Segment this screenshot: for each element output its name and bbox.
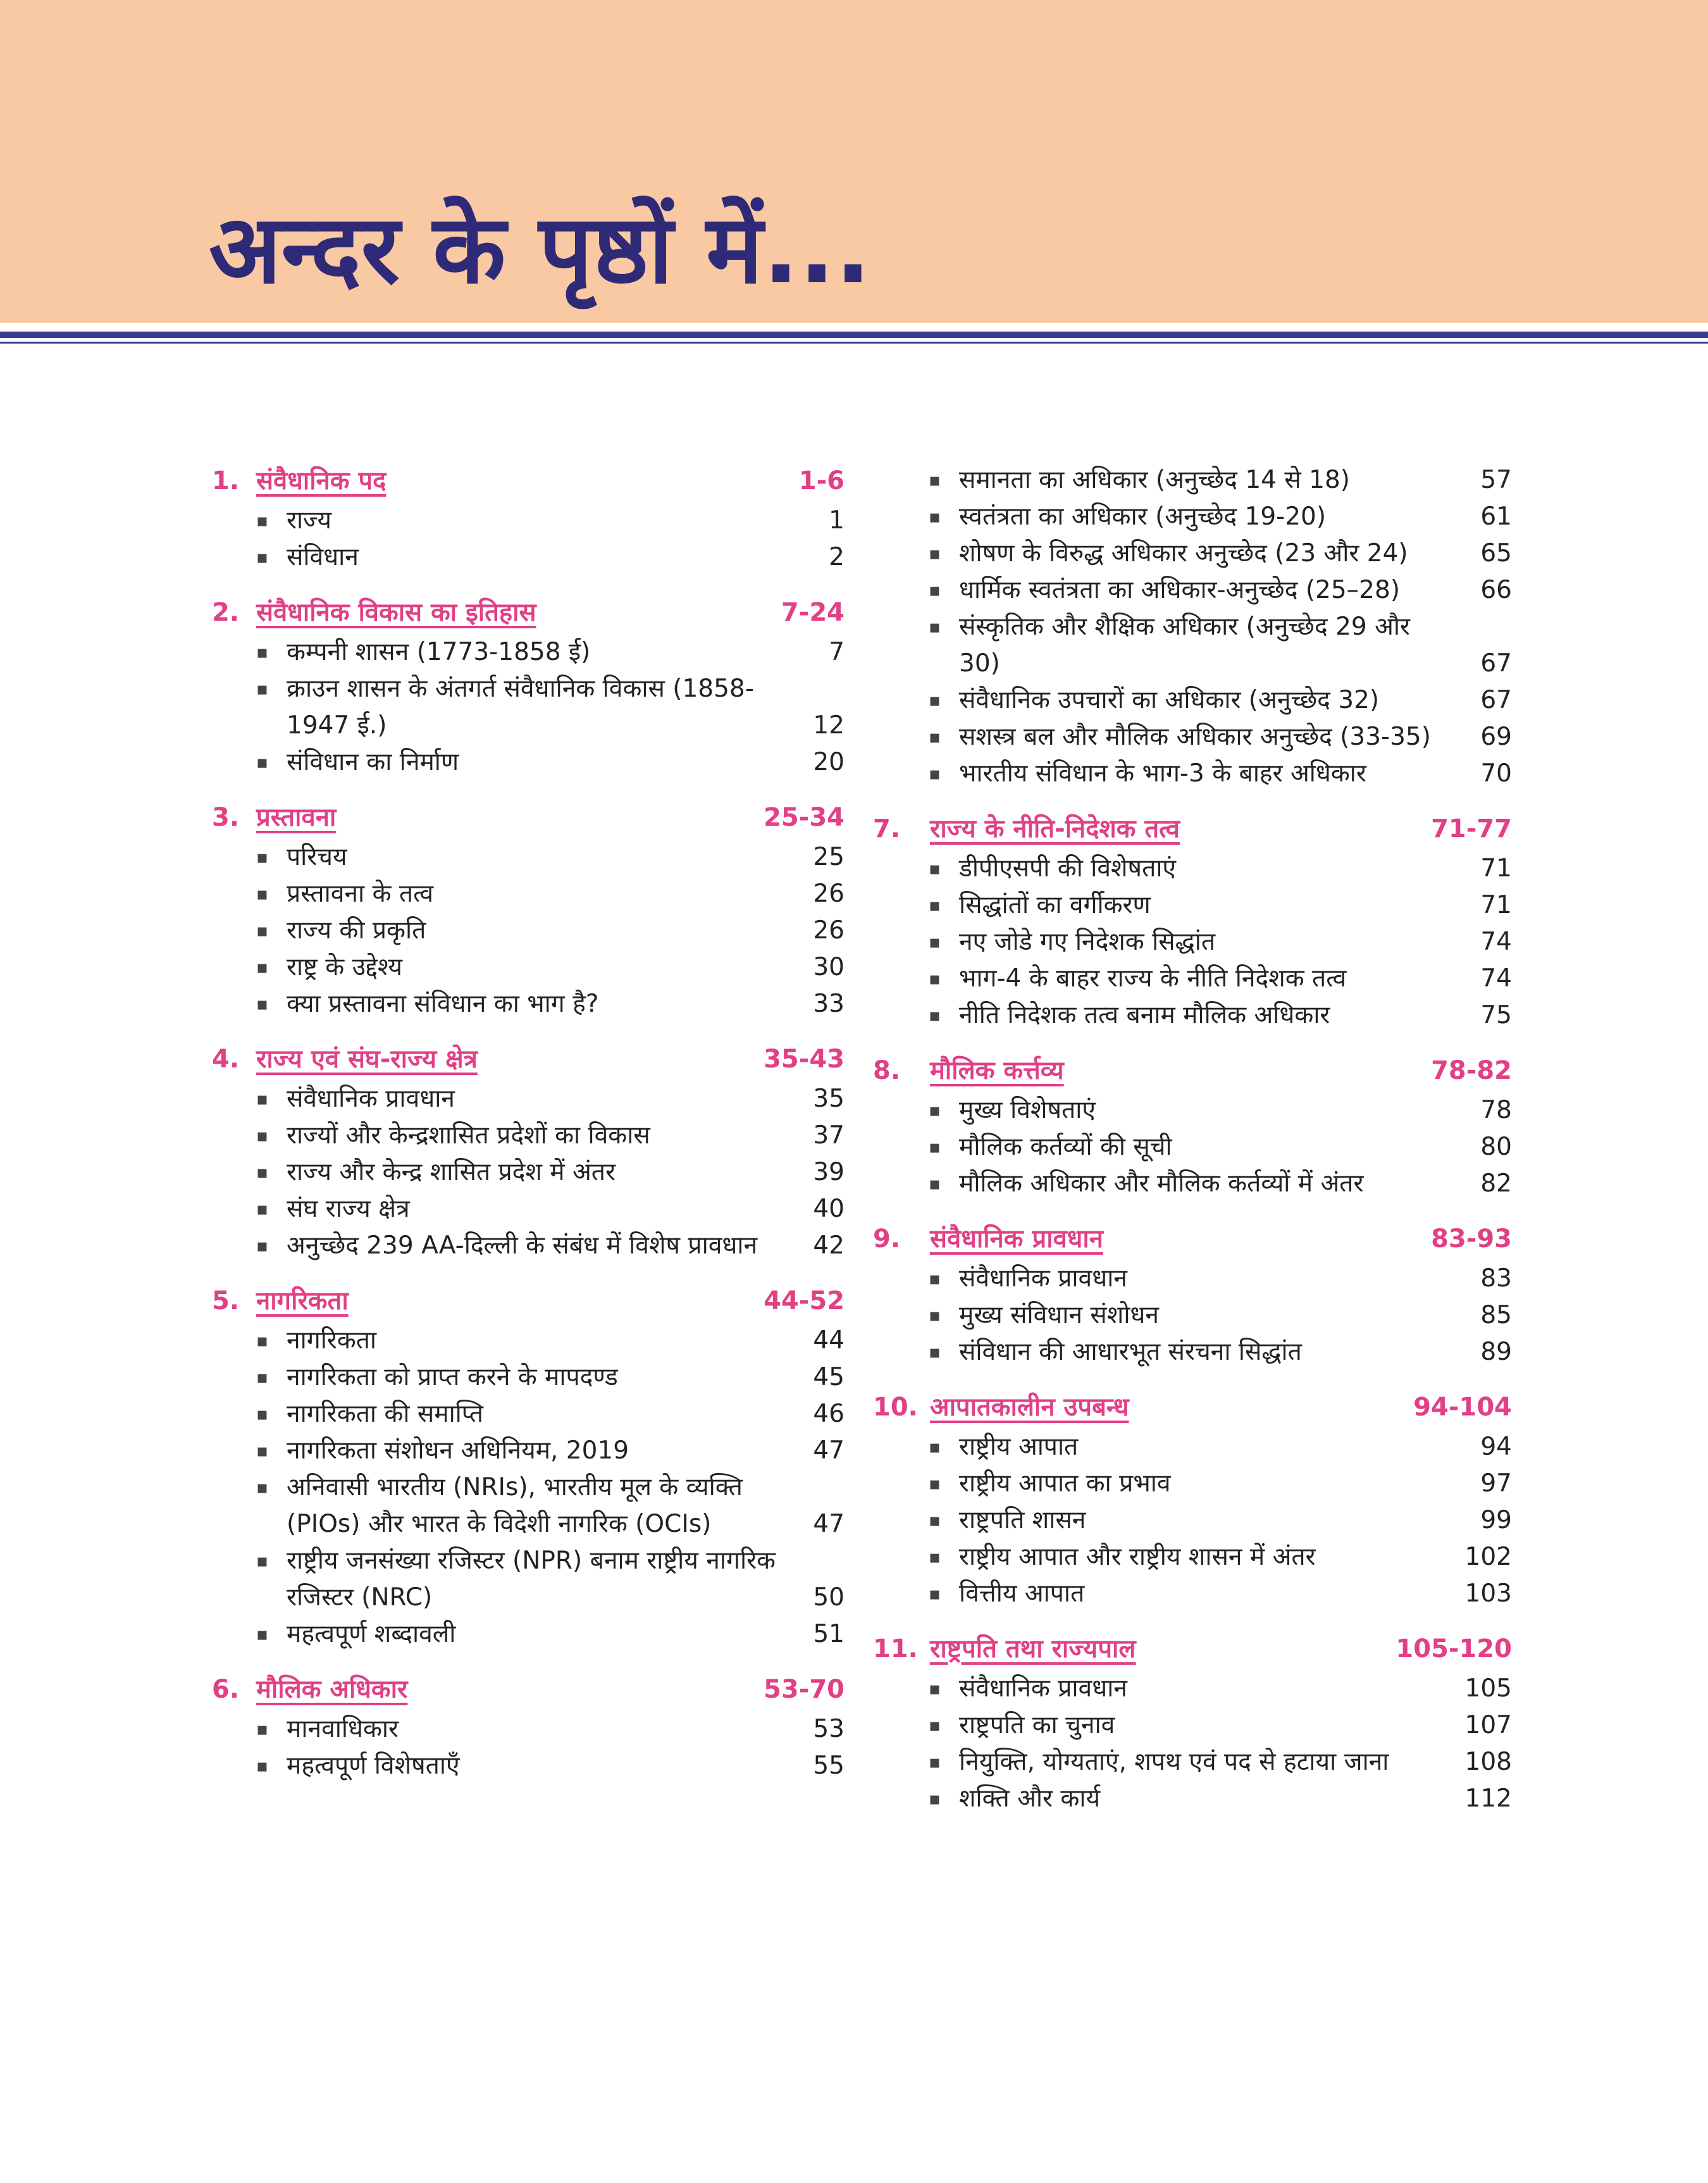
toc-chapter bbox=[873, 1630, 1512, 1817]
toc-topic[interactable] bbox=[212, 1154, 845, 1191]
chapter-heading[interactable] bbox=[873, 1220, 1512, 1260]
chapter-heading[interactable] bbox=[212, 1282, 845, 1322]
topic-page-number: 65 bbox=[1480, 539, 1512, 568]
topic-title: नए जोडे गए निदेशक सिद्धांत bbox=[959, 928, 1216, 956]
topic-title: नागरिकता की समाप्ति bbox=[287, 1400, 484, 1428]
chapter-number: 9. bbox=[873, 1224, 901, 1253]
chapter-page-range: 1-6 bbox=[798, 466, 845, 495]
toc-topic[interactable] bbox=[873, 1576, 1512, 1612]
bullet-icon: ▪ bbox=[256, 1235, 268, 1256]
topic-page-number: 7 bbox=[829, 638, 845, 666]
bullet-icon: ▪ bbox=[929, 1788, 941, 1809]
topic-title: अनुच्छेद 239 AA-दिल्ली के संबंध में विशेष प्रावधान bbox=[287, 1231, 758, 1260]
toc-topic[interactable] bbox=[873, 1465, 1512, 1502]
topic-title: संस्कृतिक और शैक्षिक अधिकार (अनुच्छेद 29 और 30) bbox=[959, 613, 1410, 678]
topic-page-number: 57 bbox=[1480, 466, 1512, 494]
topic-page-number: 50 bbox=[813, 1583, 845, 1612]
topic-title: राष्ट्रीय आपात bbox=[959, 1433, 1079, 1461]
topic-title: क्या प्रस्तावना संविधान का भाग है? bbox=[287, 990, 599, 1018]
topic-page-number: 85 bbox=[1480, 1301, 1512, 1329]
toc-topic[interactable] bbox=[873, 719, 1512, 756]
topic-page-number: 108 bbox=[1464, 1748, 1512, 1776]
topic-page-number: 67 bbox=[1480, 686, 1512, 714]
topic-title: महत्वपूर्ण विशेषताएँ bbox=[287, 1751, 460, 1780]
chapter-number: 5. bbox=[212, 1286, 240, 1315]
topic-page-number: 47 bbox=[813, 1510, 845, 1538]
bullet-icon: ▪ bbox=[929, 470, 941, 490]
chapter-title: प्रस्तावना bbox=[256, 803, 337, 832]
topic-title: राज्य की प्रकृति bbox=[287, 916, 426, 945]
topic-title: संविधान का निर्माण bbox=[287, 748, 459, 776]
bullet-icon: ▪ bbox=[929, 1473, 941, 1494]
topic-title: संवैधानिक प्रावधान bbox=[959, 1674, 1127, 1703]
topic-title: मौलिक अधिकार और मौलिक कर्तव्यों में अंतर bbox=[959, 1169, 1364, 1198]
page-title: अन्दर के पृष्ठों में... bbox=[209, 195, 871, 305]
toc-topic[interactable] bbox=[873, 1260, 1512, 1297]
toc-topic[interactable] bbox=[212, 986, 845, 1023]
topic-title: नागरिकता bbox=[287, 1326, 377, 1355]
topic-page-number: 42 bbox=[813, 1231, 845, 1260]
bullet-icon: ▪ bbox=[929, 543, 941, 564]
topic-title: मानवाधिकार bbox=[287, 1715, 399, 1743]
topic-title: राष्ट्रीय आपात और राष्ट्रीय शासन में अंतर bbox=[959, 1543, 1316, 1571]
topic-title: स्वतंत्रता का अधिकार (अनुच्छेद 19-20) bbox=[959, 502, 1327, 531]
topic-title: संवैधानिक प्रावधान bbox=[959, 1264, 1127, 1293]
toc-topic[interactable] bbox=[873, 572, 1512, 609]
topic-page-number: 89 bbox=[1480, 1338, 1512, 1366]
topic-title: भारतीय संविधान के भाग-3 के बाहर अधिकार bbox=[959, 759, 1366, 788]
topic-title: संविधान की आधारभूत संरचना सिद्धांत bbox=[959, 1338, 1302, 1366]
toc-topic[interactable] bbox=[212, 1191, 845, 1228]
topic-page-number: 67 bbox=[1480, 649, 1512, 678]
toc-topic[interactable] bbox=[212, 671, 845, 744]
bullet-icon: ▪ bbox=[929, 1715, 941, 1736]
topic-page-number: 37 bbox=[813, 1121, 845, 1150]
chapter-page-range: 105-120 bbox=[1395, 1634, 1512, 1664]
bullet-icon: ▪ bbox=[929, 1751, 941, 1772]
bullet-icon: ▪ bbox=[929, 858, 941, 879]
topic-title: नागरिकता को प्राप्त करने के मापदण्ड bbox=[287, 1363, 618, 1391]
bullet-icon: ▪ bbox=[256, 957, 268, 978]
bullet-icon: ▪ bbox=[929, 1305, 941, 1326]
chapter-number: 6. bbox=[212, 1675, 240, 1704]
chapter-number: 4. bbox=[212, 1045, 240, 1074]
topic-title: वित्तीय आपात bbox=[959, 1579, 1085, 1608]
toc-topic[interactable] bbox=[873, 1334, 1512, 1371]
topic-page-number: 102 bbox=[1464, 1543, 1512, 1571]
topic-page-number: 1 bbox=[829, 506, 845, 535]
bullet-icon: ▪ bbox=[929, 1436, 941, 1457]
topic-title: परिचय bbox=[287, 843, 347, 871]
bullet-icon: ▪ bbox=[929, 1136, 941, 1157]
header-divider bbox=[0, 332, 1708, 338]
bullet-icon: ▪ bbox=[256, 1719, 268, 1739]
bullet-icon: ▪ bbox=[929, 895, 941, 916]
chapter-title: संवैधानिक विकास का इतिहास bbox=[256, 598, 536, 627]
topic-page-number: 61 bbox=[1480, 502, 1512, 531]
toc-topic[interactable] bbox=[212, 1433, 845, 1469]
topic-page-number: 97 bbox=[1480, 1469, 1512, 1498]
topic-page-number: 71 bbox=[1480, 891, 1512, 919]
chapter-heading[interactable] bbox=[212, 462, 845, 502]
topic-page-number: 105 bbox=[1464, 1674, 1512, 1703]
topic-title: संवैधानिक उपचारों का अधिकार (अनुच्छेद 32) bbox=[959, 686, 1380, 714]
topic-title: राष्ट्रपति शासन bbox=[959, 1506, 1086, 1534]
chapter-title: आपातकालीन उपबन्ध bbox=[930, 1393, 1129, 1422]
bullet-icon: ▪ bbox=[256, 1162, 268, 1183]
bullet-icon: ▪ bbox=[929, 763, 941, 784]
topic-title: संवैधानिक प्रावधान bbox=[287, 1085, 455, 1113]
toc-topic[interactable] bbox=[212, 1616, 845, 1653]
chapter-title: राज्य के नीति-निदेशक तत्व bbox=[930, 814, 1180, 843]
topic-page-number: 26 bbox=[813, 916, 845, 945]
header-divider-thin bbox=[0, 342, 1708, 344]
toc-topic[interactable] bbox=[873, 462, 1512, 499]
toc-topic[interactable] bbox=[212, 502, 845, 539]
topic-title: भाग-4 के बाहर राज्य के नीति निदेशक तत्व bbox=[959, 964, 1347, 993]
topic-title: राष्ट्रीय आपात का प्रभाव bbox=[959, 1469, 1171, 1498]
topic-title: मुख्य विशेषताएं bbox=[959, 1096, 1096, 1124]
topic-page-number: 20 bbox=[813, 748, 845, 776]
toc-topic[interactable] bbox=[873, 887, 1512, 924]
topic-page-number: 55 bbox=[813, 1751, 845, 1780]
toc-chapter bbox=[212, 799, 845, 1023]
topic-page-number: 12 bbox=[813, 711, 845, 740]
topic-page-number: 107 bbox=[1464, 1711, 1512, 1739]
toc-topic[interactable] bbox=[873, 1502, 1512, 1539]
bullet-icon: ▪ bbox=[256, 1477, 268, 1498]
toc-topic[interactable] bbox=[212, 1228, 845, 1264]
toc-chapter-6-continued bbox=[873, 462, 1512, 792]
topic-title: राष्ट्रीय जनसंख्या रजिस्टर (NPR) बनाम राष्ट्रीय नागरिक रजिस्टर (NRC) bbox=[287, 1546, 776, 1612]
toc-topic[interactable] bbox=[212, 1469, 845, 1543]
toc-topic[interactable] bbox=[212, 1711, 845, 1748]
bullet-icon: ▪ bbox=[256, 1550, 268, 1571]
topic-title: सशस्त्र बल और मौलिक अधिकार अनुच्छेद (33-35) bbox=[959, 723, 1431, 751]
toc-topic[interactable] bbox=[873, 1744, 1512, 1781]
bullet-icon: ▪ bbox=[256, 642, 268, 662]
topic-title: महत्वपूर्ण शब्दावली bbox=[287, 1620, 456, 1648]
topic-title: राज्य bbox=[287, 506, 331, 535]
chapter-title: संवैधानिक प्रावधान bbox=[930, 1224, 1103, 1253]
chapter-page-range: 71-77 bbox=[1431, 814, 1512, 843]
bullet-icon: ▪ bbox=[256, 847, 268, 868]
chapter-page-range: 83-93 bbox=[1431, 1224, 1512, 1253]
topic-title: राज्यों और केन्द्रशासित प्रदेशों का विकास bbox=[287, 1121, 650, 1150]
chapter-title: नागरिकता bbox=[256, 1286, 349, 1315]
bullet-icon: ▪ bbox=[256, 1125, 268, 1146]
toc-topic[interactable] bbox=[873, 682, 1512, 719]
chapter-number: 10. bbox=[873, 1393, 918, 1422]
bullet-icon: ▪ bbox=[929, 968, 941, 989]
topic-page-number: 83 bbox=[1480, 1264, 1512, 1293]
bullet-icon: ▪ bbox=[929, 1510, 941, 1531]
topic-page-number: 69 bbox=[1480, 723, 1512, 751]
bullet-icon: ▪ bbox=[929, 506, 941, 527]
toc-topic[interactable] bbox=[873, 1129, 1512, 1166]
bullet-icon: ▪ bbox=[256, 1440, 268, 1461]
toc-topic[interactable] bbox=[212, 912, 845, 949]
chapter-heading[interactable] bbox=[212, 1670, 845, 1711]
bullet-icon: ▪ bbox=[929, 1268, 941, 1289]
chapter-page-range: 25-34 bbox=[764, 803, 845, 832]
toc-topic[interactable] bbox=[873, 961, 1512, 997]
topic-title: राष्ट्रपति का चुनाव bbox=[959, 1711, 1115, 1739]
toc-chapter bbox=[212, 1040, 845, 1264]
chapter-page-range: 7-24 bbox=[781, 598, 845, 627]
toc-topic[interactable] bbox=[873, 1539, 1512, 1576]
chapter-title: राष्ट्रपति तथा राज्यपाल bbox=[930, 1634, 1136, 1664]
toc-chapter bbox=[873, 1220, 1512, 1371]
topic-page-number: 47 bbox=[813, 1436, 845, 1465]
topic-page-number: 99 bbox=[1480, 1506, 1512, 1534]
bullet-icon: ▪ bbox=[256, 993, 268, 1014]
bullet-icon: ▪ bbox=[929, 1173, 941, 1194]
toc-topic[interactable] bbox=[212, 839, 845, 876]
chapter-heading[interactable] bbox=[873, 1388, 1512, 1429]
bullet-icon: ▪ bbox=[256, 752, 268, 773]
topic-title: नागरिकता संशोधन अधिनियम, 2019 bbox=[287, 1436, 629, 1465]
topic-page-number: 66 bbox=[1480, 576, 1512, 604]
bullet-icon: ▪ bbox=[256, 1624, 268, 1645]
topic-page-number: 45 bbox=[813, 1363, 845, 1391]
topic-page-number: 78 bbox=[1480, 1096, 1512, 1124]
topic-title: सिद्धांतों का वर्गीकरण bbox=[959, 891, 1151, 919]
topic-title: शोषण के विरुद्ध अधिकार अनुच्छेद (23 और 24) bbox=[959, 539, 1408, 568]
toc-topic[interactable] bbox=[873, 924, 1512, 961]
toc-topic[interactable] bbox=[873, 609, 1512, 682]
chapter-number: 8. bbox=[873, 1056, 901, 1085]
bullet-icon: ▪ bbox=[929, 1546, 941, 1567]
bullet-icon: ▪ bbox=[256, 883, 268, 904]
toc-chapter bbox=[873, 1388, 1512, 1612]
bullet-icon: ▪ bbox=[256, 1198, 268, 1219]
toc-topic[interactable] bbox=[873, 1297, 1512, 1334]
toc-topic[interactable] bbox=[212, 949, 845, 986]
chapter-heading[interactable] bbox=[212, 1040, 845, 1081]
bullet-icon: ▪ bbox=[256, 1403, 268, 1424]
toc-chapter bbox=[873, 810, 1512, 1034]
chapter-number: 1. bbox=[212, 466, 240, 495]
chapter-title: राज्य एवं संघ-राज्य क्षेत्र bbox=[256, 1045, 478, 1074]
topic-page-number: 75 bbox=[1480, 1001, 1512, 1029]
bullet-icon: ▪ bbox=[256, 1755, 268, 1776]
topic-page-number: 51 bbox=[813, 1620, 845, 1648]
chapter-heading[interactable] bbox=[873, 1630, 1512, 1670]
bullet-icon: ▪ bbox=[256, 1088, 268, 1109]
toc-chapter bbox=[212, 1670, 845, 1784]
topic-page-number: 2 bbox=[829, 543, 845, 571]
bullet-icon: ▪ bbox=[256, 920, 268, 941]
topic-title: प्रस्तावना के तत्व bbox=[287, 880, 434, 908]
toc-topic[interactable] bbox=[873, 1707, 1512, 1744]
toc-topic[interactable] bbox=[212, 1748, 845, 1784]
topic-page-number: 94 bbox=[1480, 1433, 1512, 1461]
bullet-icon: ▪ bbox=[929, 1583, 941, 1604]
topic-title: संविधान bbox=[287, 543, 359, 571]
topic-title: नियुक्ति, योग्यताएं, शपथ एवं पद से हटाया जाना bbox=[959, 1748, 1389, 1776]
chapter-title: मौलिक अधिकार bbox=[256, 1675, 408, 1704]
toc-column-right bbox=[873, 462, 1512, 1835]
chapter-heading[interactable] bbox=[212, 594, 845, 634]
bullet-icon: ▪ bbox=[929, 1100, 941, 1121]
toc-topic[interactable] bbox=[212, 1359, 845, 1396]
topic-title: डीपीएसपी की विशेषताएं bbox=[959, 854, 1176, 883]
topic-title: संघ राज्य क्षेत्र bbox=[287, 1195, 410, 1223]
chapter-heading[interactable] bbox=[873, 1052, 1512, 1092]
bullet-icon: ▪ bbox=[929, 616, 941, 637]
bullet-icon: ▪ bbox=[929, 1341, 941, 1362]
topic-title: क्राउन शासन के अंतगर्त संवैधानिक विकास (1858-1947 ई.) bbox=[287, 675, 754, 740]
topic-page-number: 25 bbox=[813, 843, 845, 871]
toc-chapter bbox=[212, 594, 845, 781]
chapter-page-range: 35-43 bbox=[764, 1045, 845, 1074]
bullet-icon: ▪ bbox=[256, 510, 268, 531]
bullet-icon: ▪ bbox=[929, 1678, 941, 1699]
chapter-heading[interactable] bbox=[212, 799, 845, 839]
topic-page-number: 80 bbox=[1480, 1133, 1512, 1161]
toc-topic[interactable] bbox=[873, 1429, 1512, 1465]
topic-page-number: 44 bbox=[813, 1326, 845, 1355]
topic-page-number: 71 bbox=[1480, 854, 1512, 883]
toc-topic[interactable] bbox=[212, 634, 845, 671]
topic-title: अनिवासी भारतीय (NRIs), भारतीय मूल के व्यक्ति (PIOs) और भारत के विदेशी नागरिक (OCIs) bbox=[287, 1473, 743, 1538]
bullet-icon: ▪ bbox=[929, 580, 941, 600]
toc-topic[interactable] bbox=[212, 1117, 845, 1154]
topic-page-number: 35 bbox=[813, 1085, 845, 1113]
toc-topic[interactable] bbox=[873, 1781, 1512, 1817]
toc-topic[interactable] bbox=[212, 1081, 845, 1117]
topic-page-number: 70 bbox=[1480, 759, 1512, 788]
topic-page-number: 74 bbox=[1480, 928, 1512, 956]
chapter-page-range: 53-70 bbox=[764, 1675, 845, 1704]
topic-title: राष्ट्र के उद्देश्य bbox=[287, 953, 403, 981]
topic-title: समानता का अधिकार (अनुच्छेद 14 से 18) bbox=[959, 466, 1350, 494]
toc-topic[interactable] bbox=[873, 499, 1512, 535]
chapter-number: 7. bbox=[873, 814, 901, 843]
bullet-icon: ▪ bbox=[256, 1330, 268, 1351]
toc-topic[interactable] bbox=[873, 1166, 1512, 1202]
topic-title: मुख्य संविधान संशोधन bbox=[959, 1301, 1160, 1329]
toc-topic[interactable] bbox=[873, 1670, 1512, 1707]
topic-page-number: 53 bbox=[813, 1715, 845, 1743]
topic-page-number: 103 bbox=[1464, 1579, 1512, 1608]
bullet-icon: ▪ bbox=[256, 547, 268, 568]
topic-title: कम्पनी शासन (1773-1858 ई) bbox=[287, 638, 591, 666]
toc-column-left bbox=[212, 462, 845, 1802]
topic-page-number: 39 bbox=[813, 1158, 845, 1186]
topic-page-number: 40 bbox=[813, 1195, 845, 1223]
toc-topic[interactable] bbox=[212, 1322, 845, 1359]
toc-chapter bbox=[212, 462, 845, 576]
toc-topic[interactable] bbox=[212, 744, 845, 781]
topic-page-number: 30 bbox=[813, 953, 845, 981]
toc-topic[interactable] bbox=[212, 876, 845, 912]
toc-topic[interactable] bbox=[873, 1092, 1512, 1129]
chapter-title: संवैधानिक पद bbox=[256, 466, 387, 495]
topic-page-number: 82 bbox=[1480, 1169, 1512, 1198]
chapter-title: मौलिक कर्त्तव्य bbox=[930, 1056, 1064, 1085]
bullet-icon: ▪ bbox=[256, 678, 268, 699]
topic-page-number: 46 bbox=[813, 1400, 845, 1428]
chapter-number: 2. bbox=[212, 598, 240, 627]
chapter-page-range: 94-104 bbox=[1413, 1393, 1512, 1422]
topic-title: मौलिक कर्तव्यों की सूची bbox=[959, 1133, 1172, 1161]
toc-topic[interactable] bbox=[212, 539, 845, 576]
bullet-icon: ▪ bbox=[929, 726, 941, 747]
topic-page-number: 33 bbox=[813, 990, 845, 1018]
topic-title: शक्ति और कार्य bbox=[959, 1784, 1101, 1813]
bullet-icon: ▪ bbox=[256, 1367, 268, 1388]
toc-topic[interactable] bbox=[873, 850, 1512, 887]
toc-topic[interactable] bbox=[212, 1396, 845, 1433]
chapter-heading[interactable] bbox=[873, 810, 1512, 850]
chapter-number: 3. bbox=[212, 803, 240, 832]
topic-title: नीति निदेशक तत्व बनाम मौलिक अधिकार bbox=[959, 1001, 1330, 1029]
chapter-page-range: 78-82 bbox=[1431, 1056, 1512, 1085]
topic-title: राज्य और केन्द्र शासित प्रदेश में अंतर bbox=[287, 1158, 616, 1186]
topic-title: धार्मिक स्वतंत्रता का अधिकार-अनुच्छेद (25–28) bbox=[959, 576, 1401, 604]
toc-topic[interactable] bbox=[212, 1543, 845, 1616]
topic-page-number: 112 bbox=[1464, 1784, 1512, 1813]
bullet-icon: ▪ bbox=[929, 690, 941, 711]
toc-chapter bbox=[212, 1282, 845, 1653]
toc-topic[interactable] bbox=[873, 535, 1512, 572]
topic-page-number: 74 bbox=[1480, 964, 1512, 993]
toc-chapter bbox=[873, 1052, 1512, 1202]
chapter-page-range: 44-52 bbox=[764, 1286, 845, 1315]
toc-topic[interactable] bbox=[873, 756, 1512, 792]
bullet-icon: ▪ bbox=[929, 931, 941, 952]
chapter-number: 11. bbox=[873, 1634, 918, 1664]
topic-page-number: 26 bbox=[813, 880, 845, 908]
bullet-icon: ▪ bbox=[929, 1005, 941, 1026]
toc-topic[interactable] bbox=[873, 997, 1512, 1034]
